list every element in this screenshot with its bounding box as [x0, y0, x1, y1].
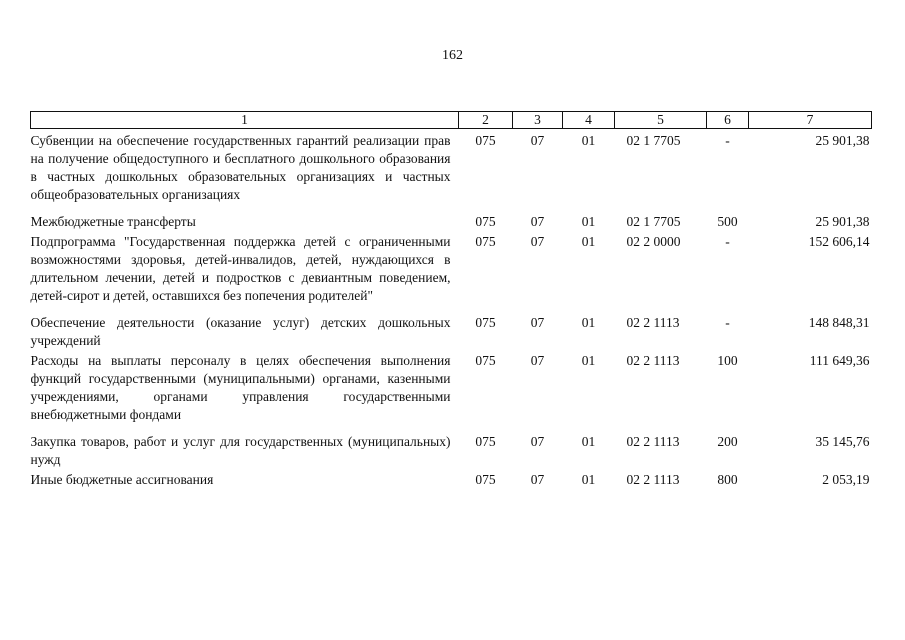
row-col-3: 07	[530, 315, 545, 330]
row-col-5: 02 2 1113	[626, 315, 680, 330]
row-col-3: 07	[530, 234, 545, 249]
row-col-5: 02 1 7705	[626, 133, 681, 148]
row-col-3: 07	[530, 434, 545, 449]
row-description: Иные бюджетные ассигнования	[30, 472, 214, 487]
row-col-2: 075	[475, 472, 496, 487]
header-col-1: 1	[31, 112, 459, 129]
row-col-4: 01	[581, 214, 596, 229]
table-row	[31, 469, 872, 489]
row-col-6: 100	[717, 353, 738, 368]
row-col-7: 152 606,14	[808, 234, 870, 249]
table-header	[31, 112, 872, 129]
header-col-2: 2	[459, 112, 513, 129]
row-col-2: 075	[475, 234, 496, 249]
header-col-4: 4	[563, 112, 615, 129]
row-col-2: 075	[475, 315, 496, 330]
row-col-6: 500	[717, 214, 738, 229]
row-col-2: 075	[475, 434, 496, 449]
row-description: Закупка товаров, работ и услуг для государственных (муниципальных) нужд	[30, 434, 451, 467]
header-col-6: 6	[707, 112, 749, 129]
table-row	[31, 350, 872, 424]
row-col-4: 01	[581, 234, 596, 249]
row-col-6: -	[725, 315, 730, 330]
row-col-4: 01	[581, 353, 596, 368]
row-col-7: 148 848,31	[808, 315, 870, 330]
row-col-3: 07	[530, 133, 545, 148]
row-col-4: 01	[581, 315, 596, 330]
table-row	[31, 204, 872, 231]
table-body	[31, 129, 872, 490]
row-col-5: 02 2 1113	[626, 434, 680, 449]
row-col-6: -	[725, 234, 730, 249]
row-col-3: 07	[530, 214, 545, 229]
page-number: 162	[442, 48, 463, 63]
row-description: Субвенции на обеспечение государственных гарантий реализации прав на получение общедоступного и бесплатного дошкольного образования в частных дошкольных образовательных организациях и частных общеобразовательных организациях	[30, 133, 451, 202]
header-col-7: 7	[749, 112, 872, 129]
row-col-6: -	[725, 133, 730, 148]
row-description: Расходы на выплаты персоналу в целях обеспечения выполнения функций государственными (муниципальными) органами, казенными учреждениями, органами управления государственными внебюджетными фондами	[30, 353, 451, 422]
row-description: Обеспечение деятельности (оказание услуг) детских дошкольных учреждений	[30, 315, 451, 348]
row-col-3: 07	[530, 353, 545, 368]
row-col-4: 01	[581, 133, 596, 148]
row-col-7: 111 649,36	[809, 353, 870, 368]
table-row	[31, 424, 872, 469]
row-col-5: 02 1 7705	[626, 214, 681, 229]
row-col-7: 35 145,76	[815, 434, 870, 449]
budget-table	[30, 111, 872, 489]
row-col-7: 2 053,19	[822, 472, 870, 487]
row-col-7: 25 901,38	[815, 133, 870, 148]
table-row	[31, 129, 872, 205]
row-col-5: 02 2 0000	[626, 234, 681, 249]
row-description: Подпрограмма "Государственная поддержка детей с ограниченными возможностями здоровья, детей-инвалидов, детей, нуждающихся в длительном лечении, детей и подростков с девиантным поведением, детей-сирот и детей, оставшихся без попечения родителей"	[30, 234, 451, 303]
row-col-4: 01	[581, 434, 596, 449]
row-col-2: 075	[475, 353, 496, 368]
header-col-3: 3	[513, 112, 563, 129]
row-col-2: 075	[475, 133, 496, 148]
row-col-5: 02 2 1113	[626, 472, 680, 487]
row-col-2: 075	[475, 214, 496, 229]
row-col-6: 800	[717, 472, 738, 487]
header-col-5: 5	[615, 112, 707, 129]
row-col-3: 07	[530, 472, 545, 487]
row-col-6: 200	[717, 434, 738, 449]
row-col-4: 01	[581, 472, 596, 487]
table-row	[31, 305, 872, 350]
header-row	[31, 112, 872, 129]
table-row	[31, 231, 872, 305]
row-description: Межбюджетные трансферты	[30, 214, 196, 229]
row-col-5: 02 2 1113	[626, 353, 680, 368]
row-col-7: 25 901,38	[815, 214, 870, 229]
